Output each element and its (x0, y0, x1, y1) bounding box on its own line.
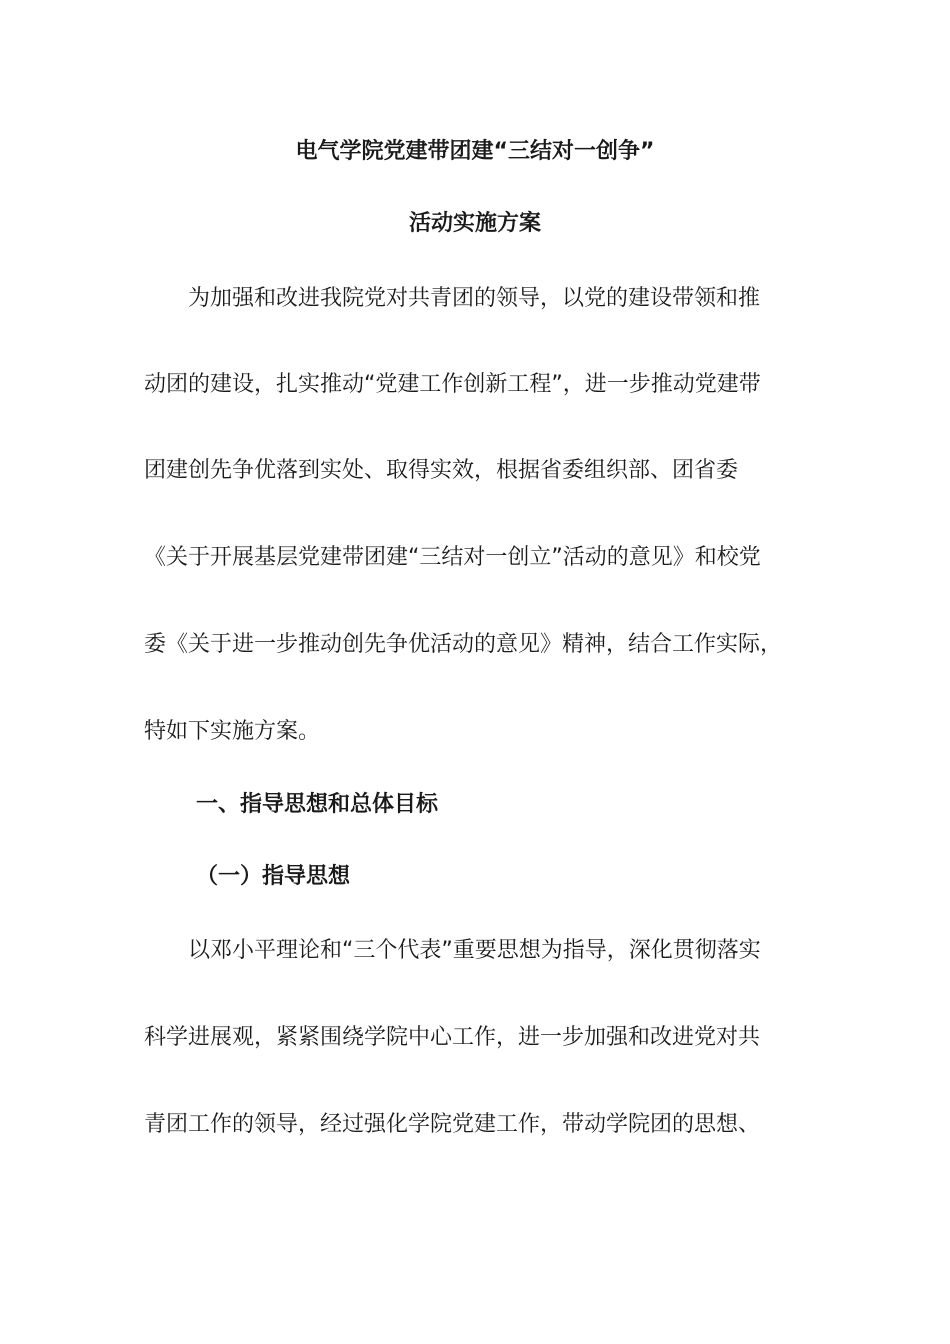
intro-paragraph-line: 《关于开展基层党建带团建“三结对一创立”活动的意见》和校党 (144, 545, 761, 570)
document-title: 电气学院党建带团建“三结对一创争” (295, 139, 655, 164)
guiding-paragraph-line: 以邓小平理论和“三个代表”重要思想为指导，深化贯彻落实 (188, 938, 761, 963)
intro-paragraph-line: 动团的建设，扎实推动“党建工作创新工程”，进一步推动党建带 (144, 372, 761, 397)
section-heading: 一、指导思想和总体目标 (196, 792, 439, 817)
intro-paragraph-line: 为加强和改进我院党对共青团的领导，以党的建设带领和推 (188, 286, 761, 311)
document-subtitle: 活动实施方案 (408, 211, 541, 236)
guiding-paragraph-line: 科学进展观，紧紧围绕学院中心工作，进一步加强和改进党对共 (144, 1025, 761, 1050)
subsection-heading: （一）指导思想 (196, 864, 351, 889)
intro-paragraph-line: 团建创先争优落到实处、取得实效，根据省委组织部、团省委 (144, 458, 739, 483)
intro-paragraph-line: 特如下实施方案。 (144, 719, 321, 744)
intro-paragraph-line: 委《关于进一步推动创先争优活动的意见》精神，结合工作实际， (144, 632, 783, 657)
guiding-paragraph-line: 青团工作的领导，经过强化学院党建工作，带动学院团的思想、 (144, 1112, 761, 1137)
